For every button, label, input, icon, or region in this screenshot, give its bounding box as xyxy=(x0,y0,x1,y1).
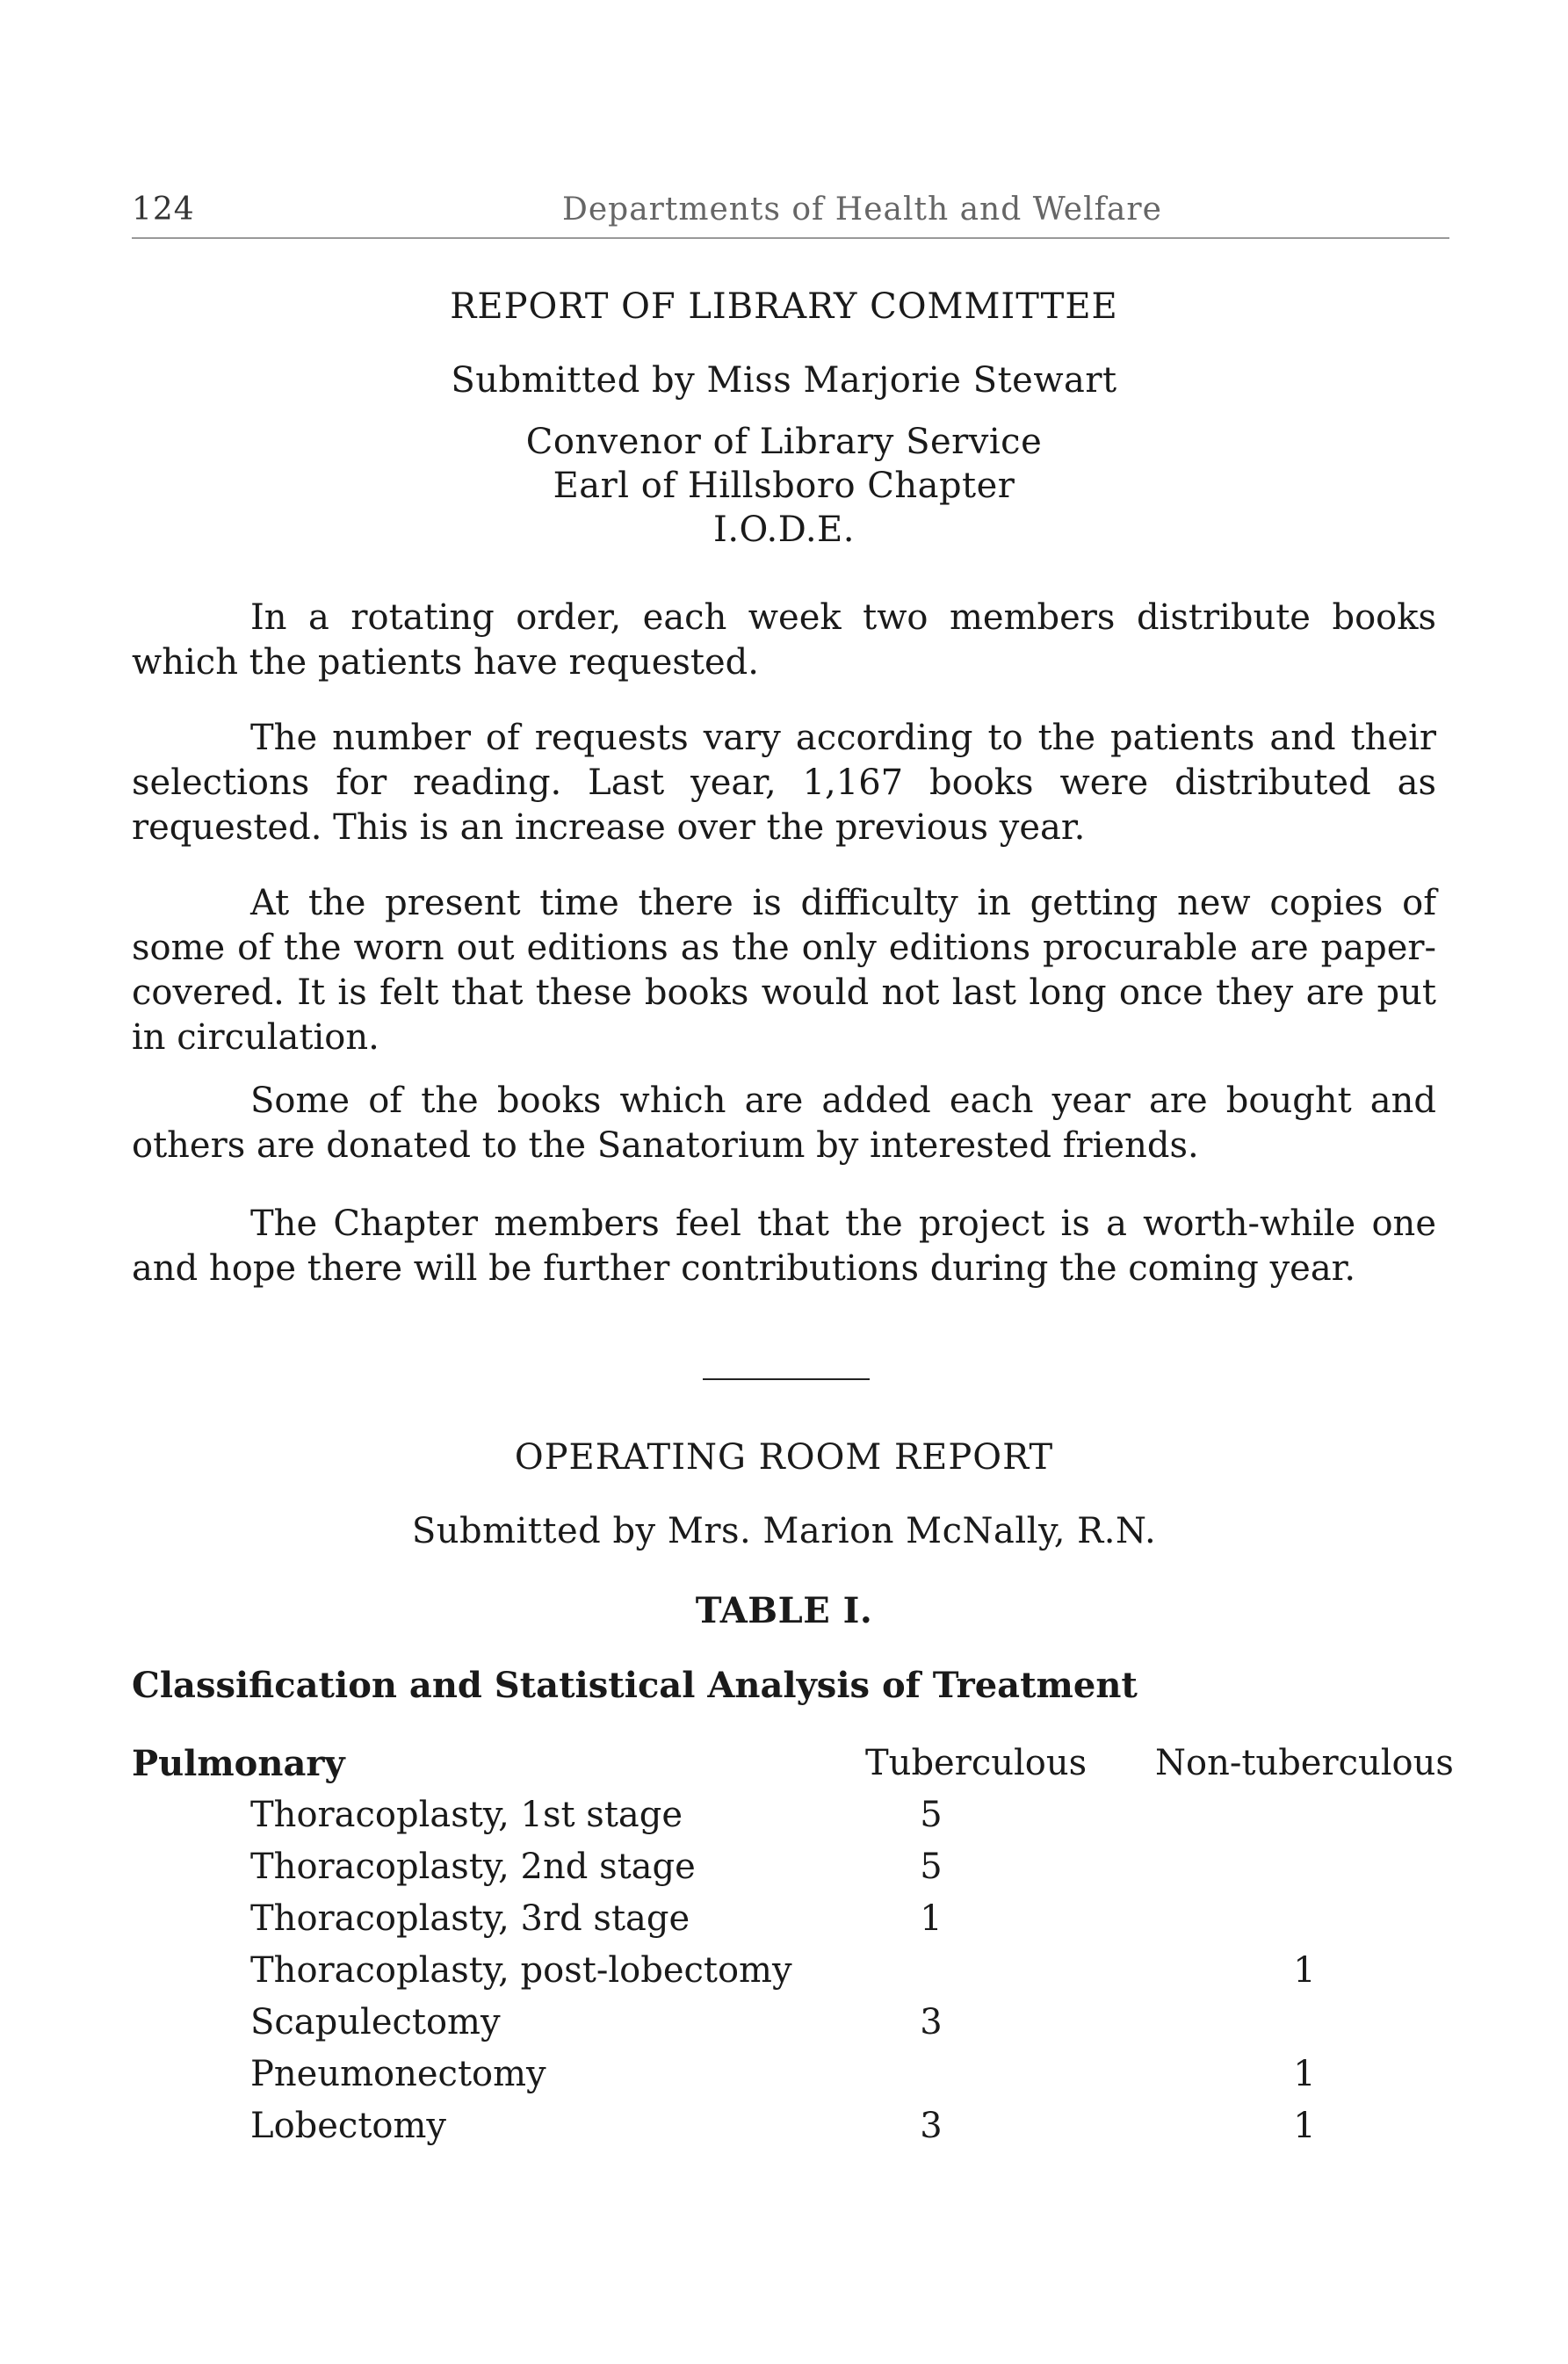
table-row xyxy=(250,1898,1463,1948)
running-head xyxy=(132,192,1449,244)
library-report-paragraph: The number of requests vary according to the patients and their selections for reading. Last year, 1,167 books were distributed as requested. This is an increase over the previous year. xyxy=(132,718,1436,848)
procedure-label: Thoracoplasty, 2nd stage xyxy=(250,1847,696,1887)
non-tuberculous-count: 1 xyxy=(1293,2106,1316,2146)
table-row xyxy=(250,2054,1463,2103)
procedure-label: Lobectomy xyxy=(250,2106,447,2146)
non-tuberculous-count: 1 xyxy=(1293,2054,1316,2094)
table-row xyxy=(250,2106,1463,2155)
library-report-paragraph: In a rotating order, each week two members distribute books which the patients have requested. xyxy=(132,597,1436,683)
section-label-pulmonary: Pulmonary xyxy=(132,1743,345,1784)
tuberculous-count: 3 xyxy=(920,2106,943,2146)
procedure-label: Thoracoplasty, post-lobectomy xyxy=(250,1950,792,1991)
table-row xyxy=(250,1795,1463,1844)
library-report-paragraph: Some of the books which are added each year are bought and others are donated to the Sanatorium by interested friends. xyxy=(132,1081,1436,1166)
library-report-paragraph: The Chapter members feel that the project is a worth-while one and hope there will be further contributions during the coming year. xyxy=(132,1204,1436,1289)
non-tuberculous-count: 1 xyxy=(1293,1950,1316,1991)
header-rule xyxy=(132,237,1449,239)
tuberculous-count: 5 xyxy=(920,1795,943,1835)
table-row xyxy=(250,1847,1463,1896)
section-divider xyxy=(703,1378,870,1380)
column-header-non-tuberculous: Non-tuberculous xyxy=(1155,1743,1454,1783)
table-row xyxy=(250,2002,1463,2051)
table-label: TABLE I. xyxy=(695,1590,873,1631)
tuberculous-count: 1 xyxy=(920,1898,943,1939)
library-report-paragraph: At the present time there is difficulty in getting new copies of some of the worn out editions as the only editions procurable are paper-covered. It is felt that these books would not last long once they are put in circulation. xyxy=(132,883,1436,1058)
procedure-label: Scapulectomy xyxy=(250,2002,501,2042)
library-report-submitter: Submitted by Miss Marjorie Stewart xyxy=(451,360,1117,401)
tuberculous-count: 5 xyxy=(920,1847,943,1887)
library-report-heading: REPORT OF LIBRARY COMMITTEE xyxy=(450,286,1118,327)
tuberculous-count: 3 xyxy=(920,2002,943,2042)
procedure-label: Thoracoplasty, 3rd stage xyxy=(250,1898,690,1939)
operating-report-heading: OPERATING ROOM REPORT xyxy=(514,1437,1054,1478)
operating-report-submitter: Submitted by Mrs. Marion McNally, R.N. xyxy=(411,1511,1157,1551)
library-report-role-line: I.O.D.E. xyxy=(713,510,855,550)
table-row xyxy=(250,1950,1463,1999)
library-report-role-line: Convenor of Library Service xyxy=(525,422,1043,462)
procedure-label: Pneumonectomy xyxy=(250,2054,546,2094)
table-title: Classification and Statistical Analysis of Treatment xyxy=(132,1665,1138,1706)
page-number: 124 xyxy=(132,192,195,228)
column-header-tuberculous: Tuberculous xyxy=(865,1743,1087,1783)
running-head-title: Departments of Health and Welfare xyxy=(562,192,1162,228)
library-report-role-line: Earl of Hillsboro Chapter xyxy=(553,466,1015,506)
procedure-label: Thoracoplasty, 1st stage xyxy=(250,1795,683,1835)
